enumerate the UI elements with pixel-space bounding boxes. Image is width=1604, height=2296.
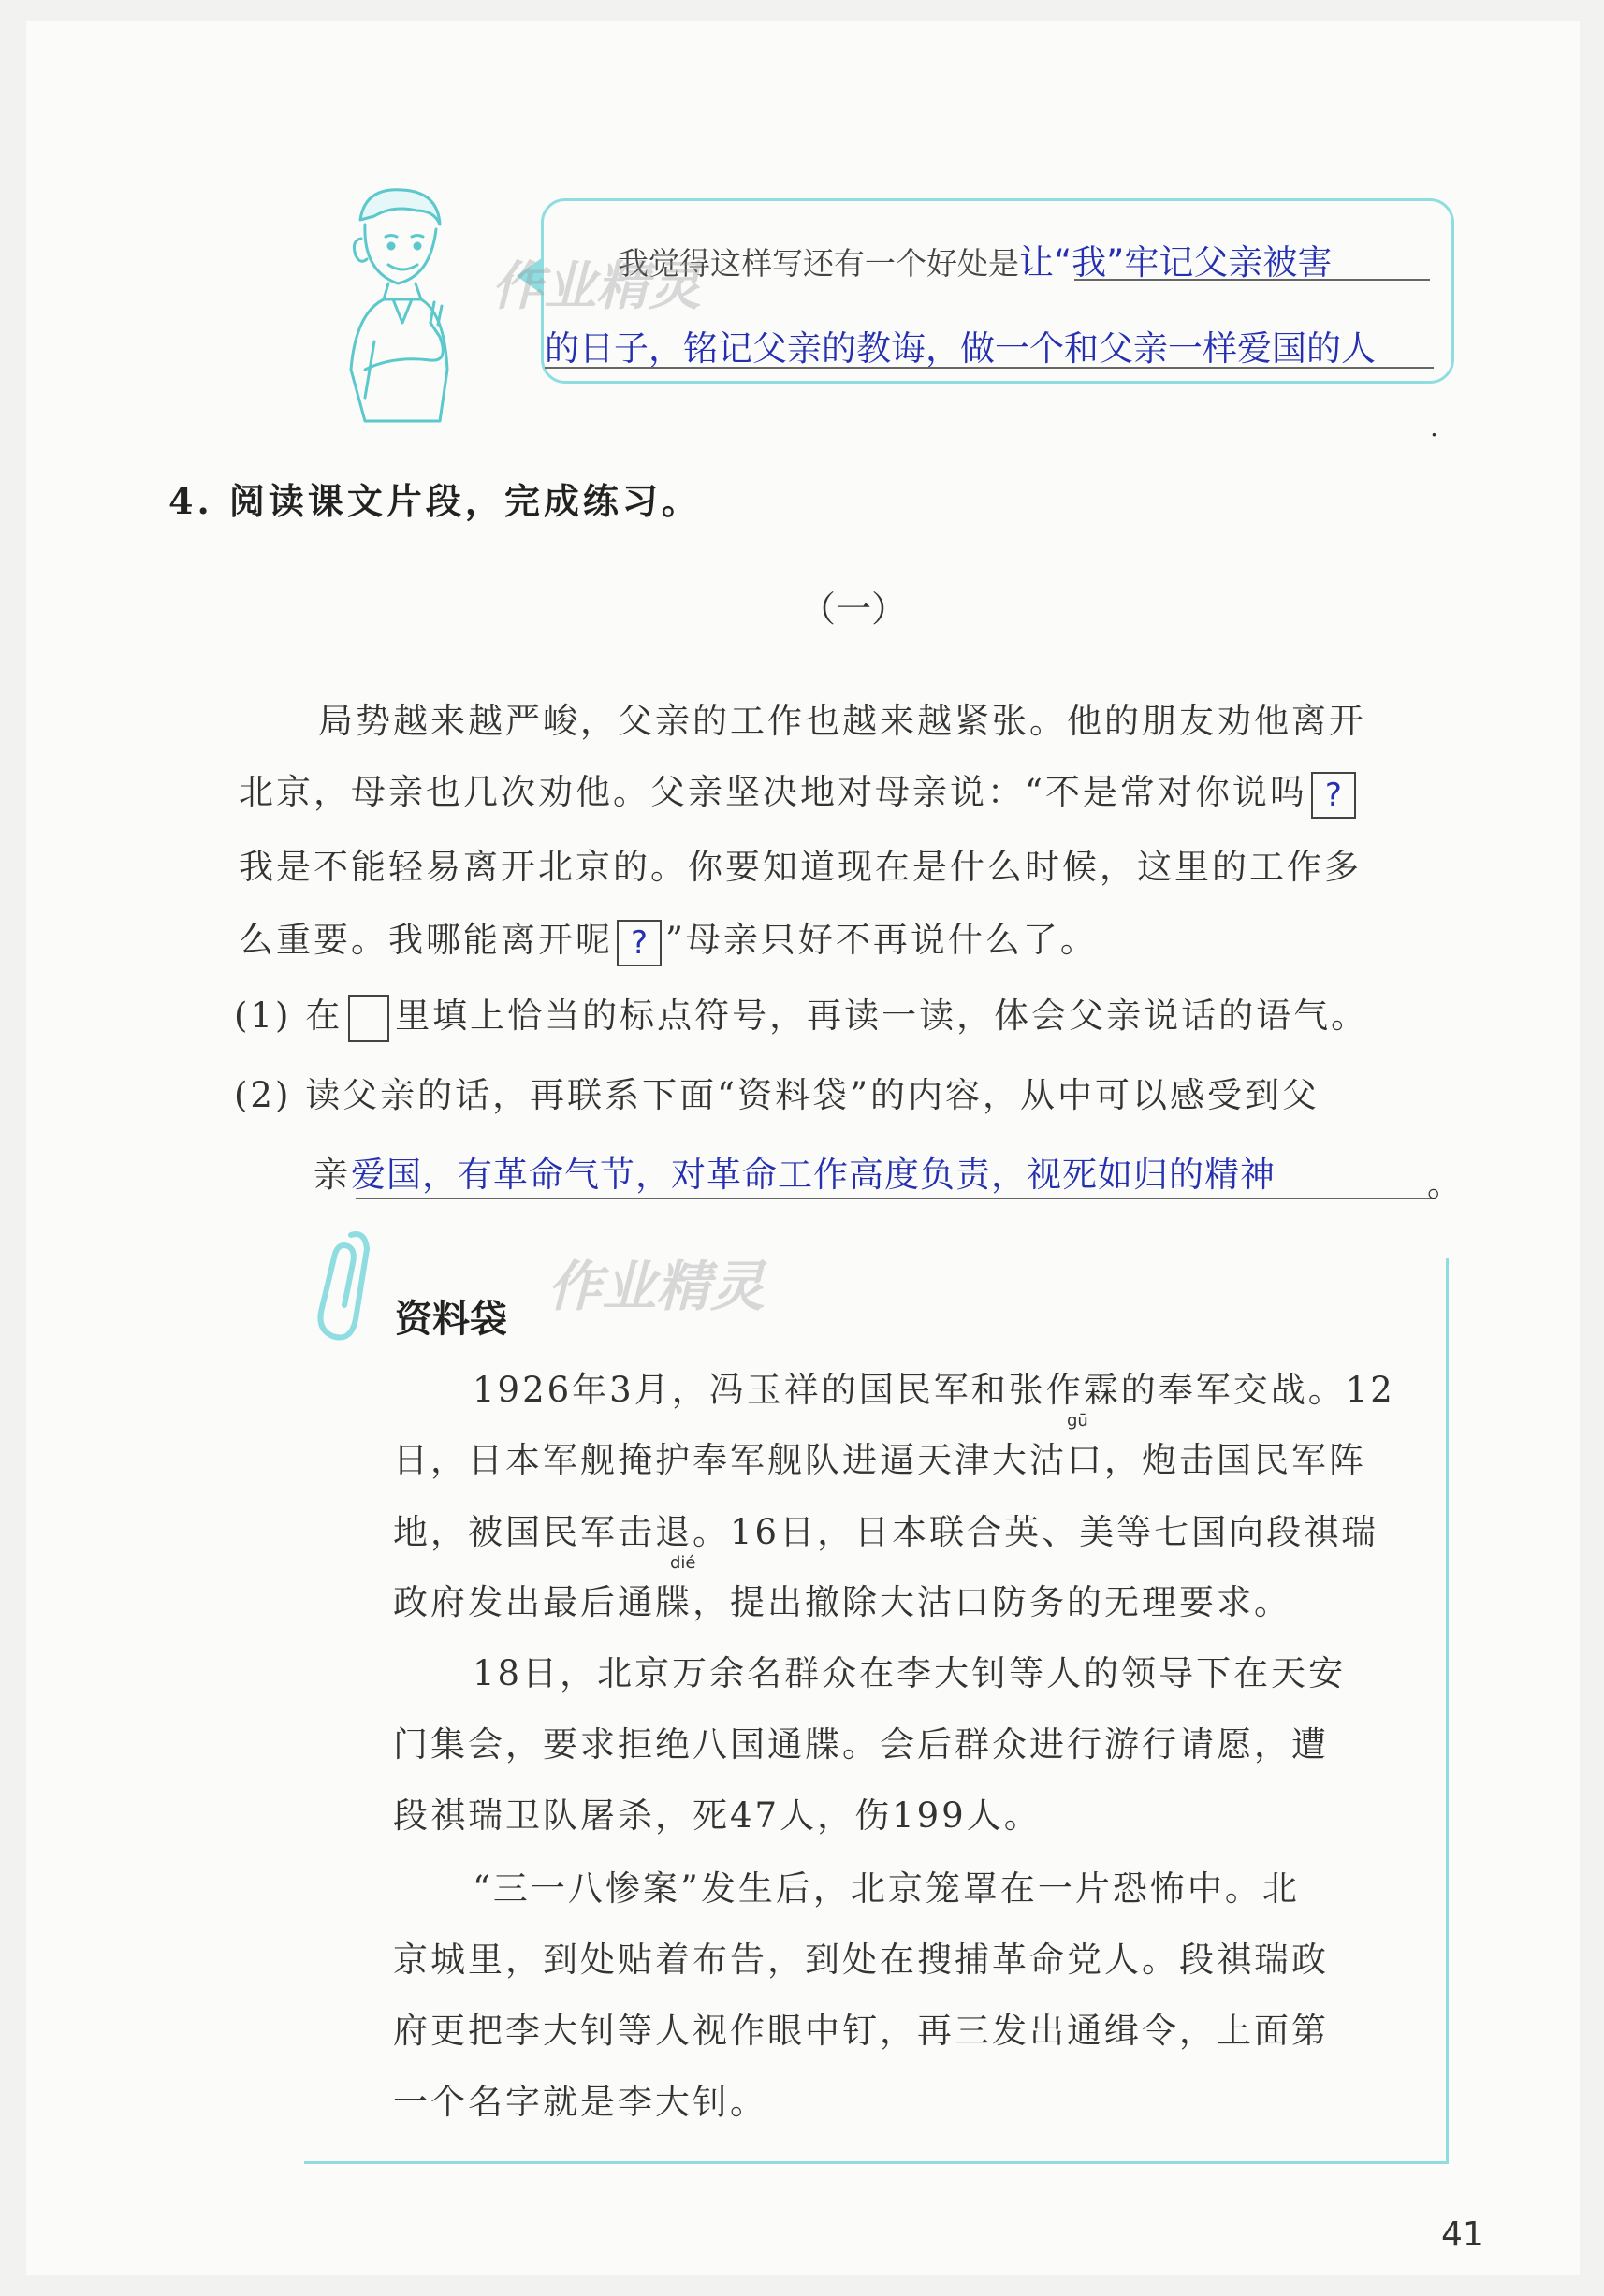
bubble-prompt: 我觉得这样写还有一个好处是 [618,245,1019,282]
resource-p3-line1: “三一八惨案”发生后，北京笼罩在一片恐怖中。北 [473,1868,1300,1909]
resource-p1-line2: 日，日本军舰掩护奉军舰队进逼天津大沽口，炮击国民军阵 [393,1440,1366,1480]
passage-line-3: 我是不能轻易离开北京的。你要知道现在是什么时候，这里的工作多 [239,847,1362,887]
sub-question-2-end: 。 [1427,1164,1465,1204]
passage-line-4b: ”母亲只好不再说什么了。 [665,920,1098,960]
resource-p2-line1: 18日，北京万余名群众在李大钊等人的领导下在天安 [473,1653,1347,1693]
pinyin-die: dié [670,1553,696,1573]
bubble-answer-line1: 让“我”牢记父亲被害 [1019,242,1333,283]
sub-question-2-pre: 亲 [314,1155,351,1195]
sub-question-2 [234,1067,1320,1117]
resource-p3-line3: 府更把李大钊等人视作眼中钉，再三发出通缉令，上面第 [393,2011,1329,2051]
punctuation-box-2[interactable]: ? [617,920,662,966]
sub-question-1-num: (1) [234,995,292,1036]
passage-line-2 [239,763,1360,819]
section-title: （一） [800,589,908,630]
answer-underline-1 [1074,279,1430,281]
passage-line-4 [239,911,1098,966]
paperclip-icon [309,1226,384,1347]
passage-line-1: 局势越来越严峻，父亲的工作也越来越紧张。他的朋友劝他离开 [318,701,1366,741]
resource-title: 资料袋 [395,1298,507,1341]
passage-line-2-text: 北京，母亲也几次劝他。父亲坚决地对母亲说：“不是常对你说吗 [239,772,1307,812]
sub-question-2-answer-line [314,1146,1276,1197]
bubble-answer-line2: 的日子，铭记父亲的教诲，做一个和父亲一样爱国的人 [545,328,1376,369]
bubble-end-dot: . [1430,412,1438,443]
resource-p1-line3: 地，被国民军击退。16日，日本联合英、美等七国向段祺瑞 [393,1512,1379,1552]
punctuation-box-1[interactable]: ? [1311,772,1356,819]
resource-p1-line4: 政府发出最后通牒，提出撤除大沽口防务的无理要求。 [393,1582,1291,1622]
student-illustration [337,182,468,435]
bubble-prompt-line [618,234,1332,284]
answer-underline-2 [545,367,1434,369]
passage-line-4a: 么重要。我哪能离开呢 [239,920,613,960]
page-number: 41 [1441,2216,1484,2254]
resource-p1-line1: 1926年3月，冯玉祥的国民军和张作霖的奉军交战。12 [473,1370,1395,1410]
sub-question-1-pre: 在 [305,995,343,1036]
pinyin-gu: gū [1067,1411,1088,1431]
empty-box-sample [348,995,389,1042]
sub-question-2-num: (2) [234,1075,292,1115]
sub-question-1 [234,987,1368,1042]
question-title: 4. 阅读课文片段，完成练习。 [168,480,701,522]
watermark-top: 作业精灵 [491,256,701,317]
resource-p2-line3: 段祺瑞卫队屠杀，死47人，伤199人。 [393,1795,1042,1836]
resource-p3-line4: 一个名字就是李大钊。 [393,2082,767,2122]
sub-question-1-post: 里填上恰当的标点符号，再读一读，体会父亲说话的语气。 [395,995,1369,1036]
resource-p3-line2: 京城里，到处贴着布告，到处在搜捕革命党人。段祺瑞政 [393,1940,1329,1980]
answer-underline-3 [356,1198,1432,1199]
sub-question-2-answer: 爱国，有革命气节，对革命工作高度负责，视死如归的精神 [351,1155,1276,1195]
resource-p2-line2: 门集会，要求拒绝八国通牒。会后群众进行游行请愿，遭 [393,1724,1329,1765]
watermark-middle: 作业精灵 [547,1255,766,1318]
sub-question-2-line1: 读父亲的话，再联系下面“资料袋”的内容，从中可以感受到父 [305,1075,1320,1115]
